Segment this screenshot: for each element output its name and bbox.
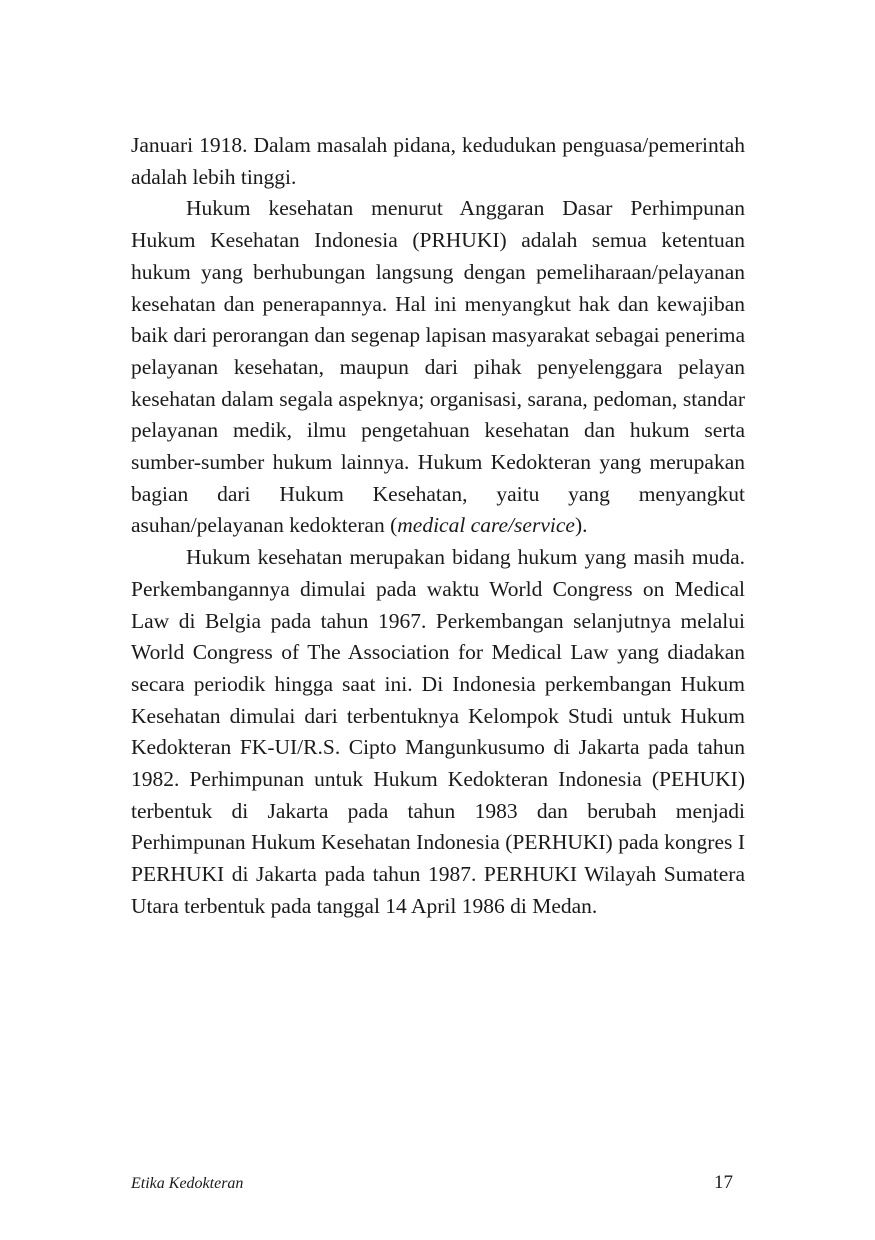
paragraph-text: Januari 1918. Dalam masalah pidana, kedudukan penguasa/pemerintah adalah lebih tinggi.: [131, 133, 745, 189]
body-text: [131, 130, 745, 923]
paragraph-text-end: ).: [574, 513, 588, 538]
paragraph-italic-term: medical care/service: [397, 513, 575, 538]
footer-book-title: Etika Kedokteran: [131, 1175, 244, 1192]
paragraph-health-law-history: [131, 542, 745, 922]
paragraph-text: Hukum kesehatan merupakan bidang hukum yang masih muda. Perkembangannya dimulai pada waktu World Congress on Medical Law di Belgia pada tahun 1967. Perkembangan selanjutnya melalui World Congress of The Association for Medical Law yang diadakan secara periodik hingga saat ini. Di Indonesia perkembangan Hukum Kesehatan dimulai dari terbentuknya Kelompok Studi untuk Hukum Kedokteran FK-UI/R.S. Cipto Mangunkusumo di Jakarta pada tahun 1982. Perhimpunan untuk Hukum Kedokteran Indonesia (PEHUKI) terbentuk di Jakarta pada tahun 1983 dan berubah menjadi Perhimpunan Hukum Kesehatan Indonesia (PERHUKI) pada kongres I PERHUKI di Jakarta pada tahun 1987. PERHUKI Wilayah Sumatera Utara terbentuk pada tanggal 14 April 1986 di Medan.: [131, 545, 745, 918]
paragraph-continued: [131, 130, 745, 193]
paragraph-text: Hukum kesehatan menurut Anggaran Dasar Perhimpunan Hukum Kesehatan Indonesia (PRHUKI) adalah semua ketentuan hukum yang berhubungan langsung dengan pemeliharaan/pelayanan kesehatan dan penerapannya. Hal ini menyangkut hak dan kewajiban baik dari perorangan dan segenap lapisan masyarakat sebagai penerima pelayanan kesehatan, maupun dari pihak penyelenggara pelayan kesehatan dalam segala aspeknya; organisasi, sarana, pedoman, standar pelayanan medik, ilmu pengetahuan kesehatan dan hukum serta sumber-sumber hukum lainnya. Hukum Kedokteran yang merupakan bagian dari Hukum Kesehatan, yaitu yang menyangkut asuhan/pelayanan kedokteran (: [131, 196, 745, 538]
footer-page-number: 17: [714, 1172, 733, 1193]
paragraph-health-law-definition: [131, 193, 745, 542]
